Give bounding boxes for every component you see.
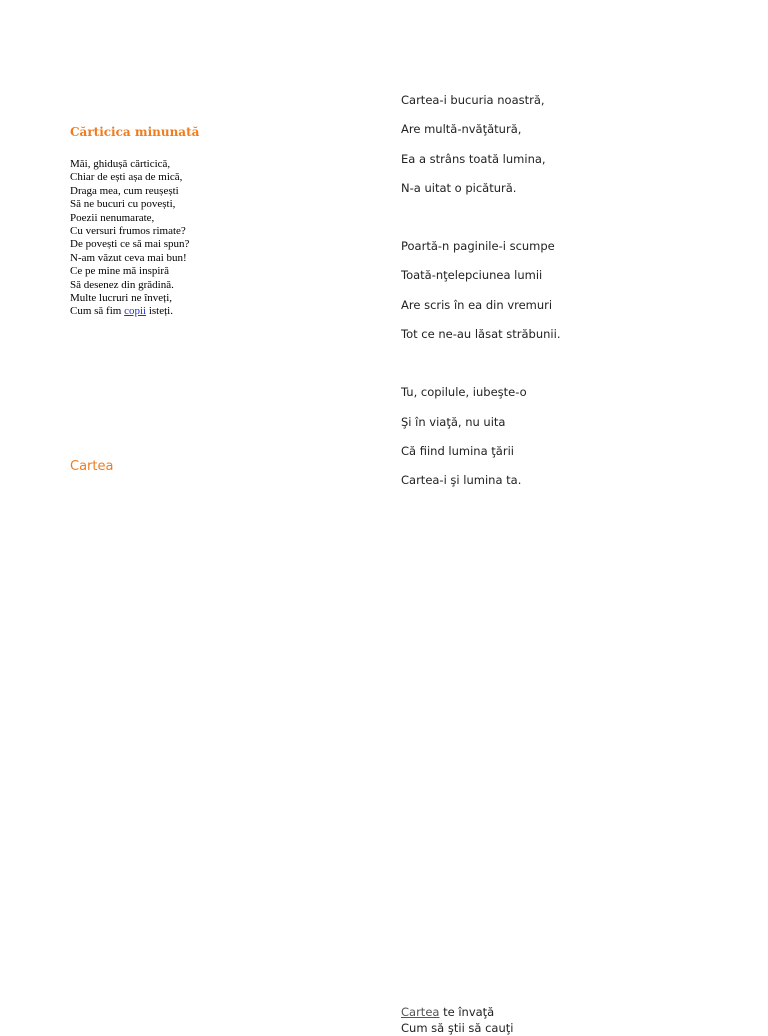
verse-line: Are scris în ea din vremuri: [401, 297, 553, 312]
stanza: [401, 384, 560, 501]
poem-text: Cum să fim: [70, 305, 125, 318]
poem-title: Cărticica minunată: [70, 125, 200, 139]
verse-line: Tot ce ne-au lăsat străbunii.: [401, 327, 561, 342]
cartea-heading: Cartea: [70, 459, 114, 474]
poem-line: Chiar de ești așa de mică,: [70, 171, 183, 184]
verse-line: Şi în viaţă, nu uita: [401, 414, 506, 429]
verse-line: Are multă-nvăţătură,: [401, 122, 522, 137]
verse-text: te învaţă: [439, 1005, 495, 1019]
verse-line: Cartea-i bucuria noastră,: [401, 93, 545, 107]
verse-line: Ea a strâns toată lumina,: [401, 151, 546, 166]
poem-text: isteți.: [146, 305, 173, 318]
poem-line: Multe lucruri ne înveți,: [70, 292, 173, 305]
poem-line: Să desenez din grădină.: [70, 278, 174, 291]
poem-line: De povești ce să mai spun?: [70, 238, 190, 251]
verse-line: Cum să ştii să cauţi: [401, 1021, 514, 1035]
copii-link[interactable]: copii: [124, 305, 147, 318]
poem-last-line: [70, 305, 189, 318]
poem-right: [401, 92, 560, 531]
verse-line: Poartă-n paginile-i scumpe: [401, 239, 555, 254]
poem-line: Draga mea, cum reușești: [70, 184, 179, 197]
stanza: [401, 238, 560, 355]
cartea-link[interactable]: Cartea: [401, 1005, 440, 1019]
poem-line: Cu versuri frumos rimate?: [70, 225, 186, 238]
poem-left: [70, 158, 189, 319]
poem-line: Măi, ghidușă cărticică,: [70, 158, 171, 170]
verse-line: Cartea-i şi lumina ta.: [401, 473, 522, 488]
poem-line: Ce pe mine mă inspiră: [70, 265, 169, 278]
verse-line: Toată-nţelepciunea lumii: [401, 268, 543, 283]
poem-line: Să ne bucuri cu povești,: [70, 198, 176, 211]
poem-line: N-am văzut ceva mai bun!: [70, 251, 187, 264]
stanza: [401, 92, 560, 209]
verse-line: Că fiind lumina ţării: [401, 443, 514, 458]
verse-line: N-a uitat o picătură.: [401, 180, 517, 195]
poem-line: Poezii nenumarate,: [70, 211, 155, 224]
bottom-verse: [401, 1004, 513, 1036]
verse-line: Tu, copilule, iubeşte-o: [401, 385, 527, 400]
